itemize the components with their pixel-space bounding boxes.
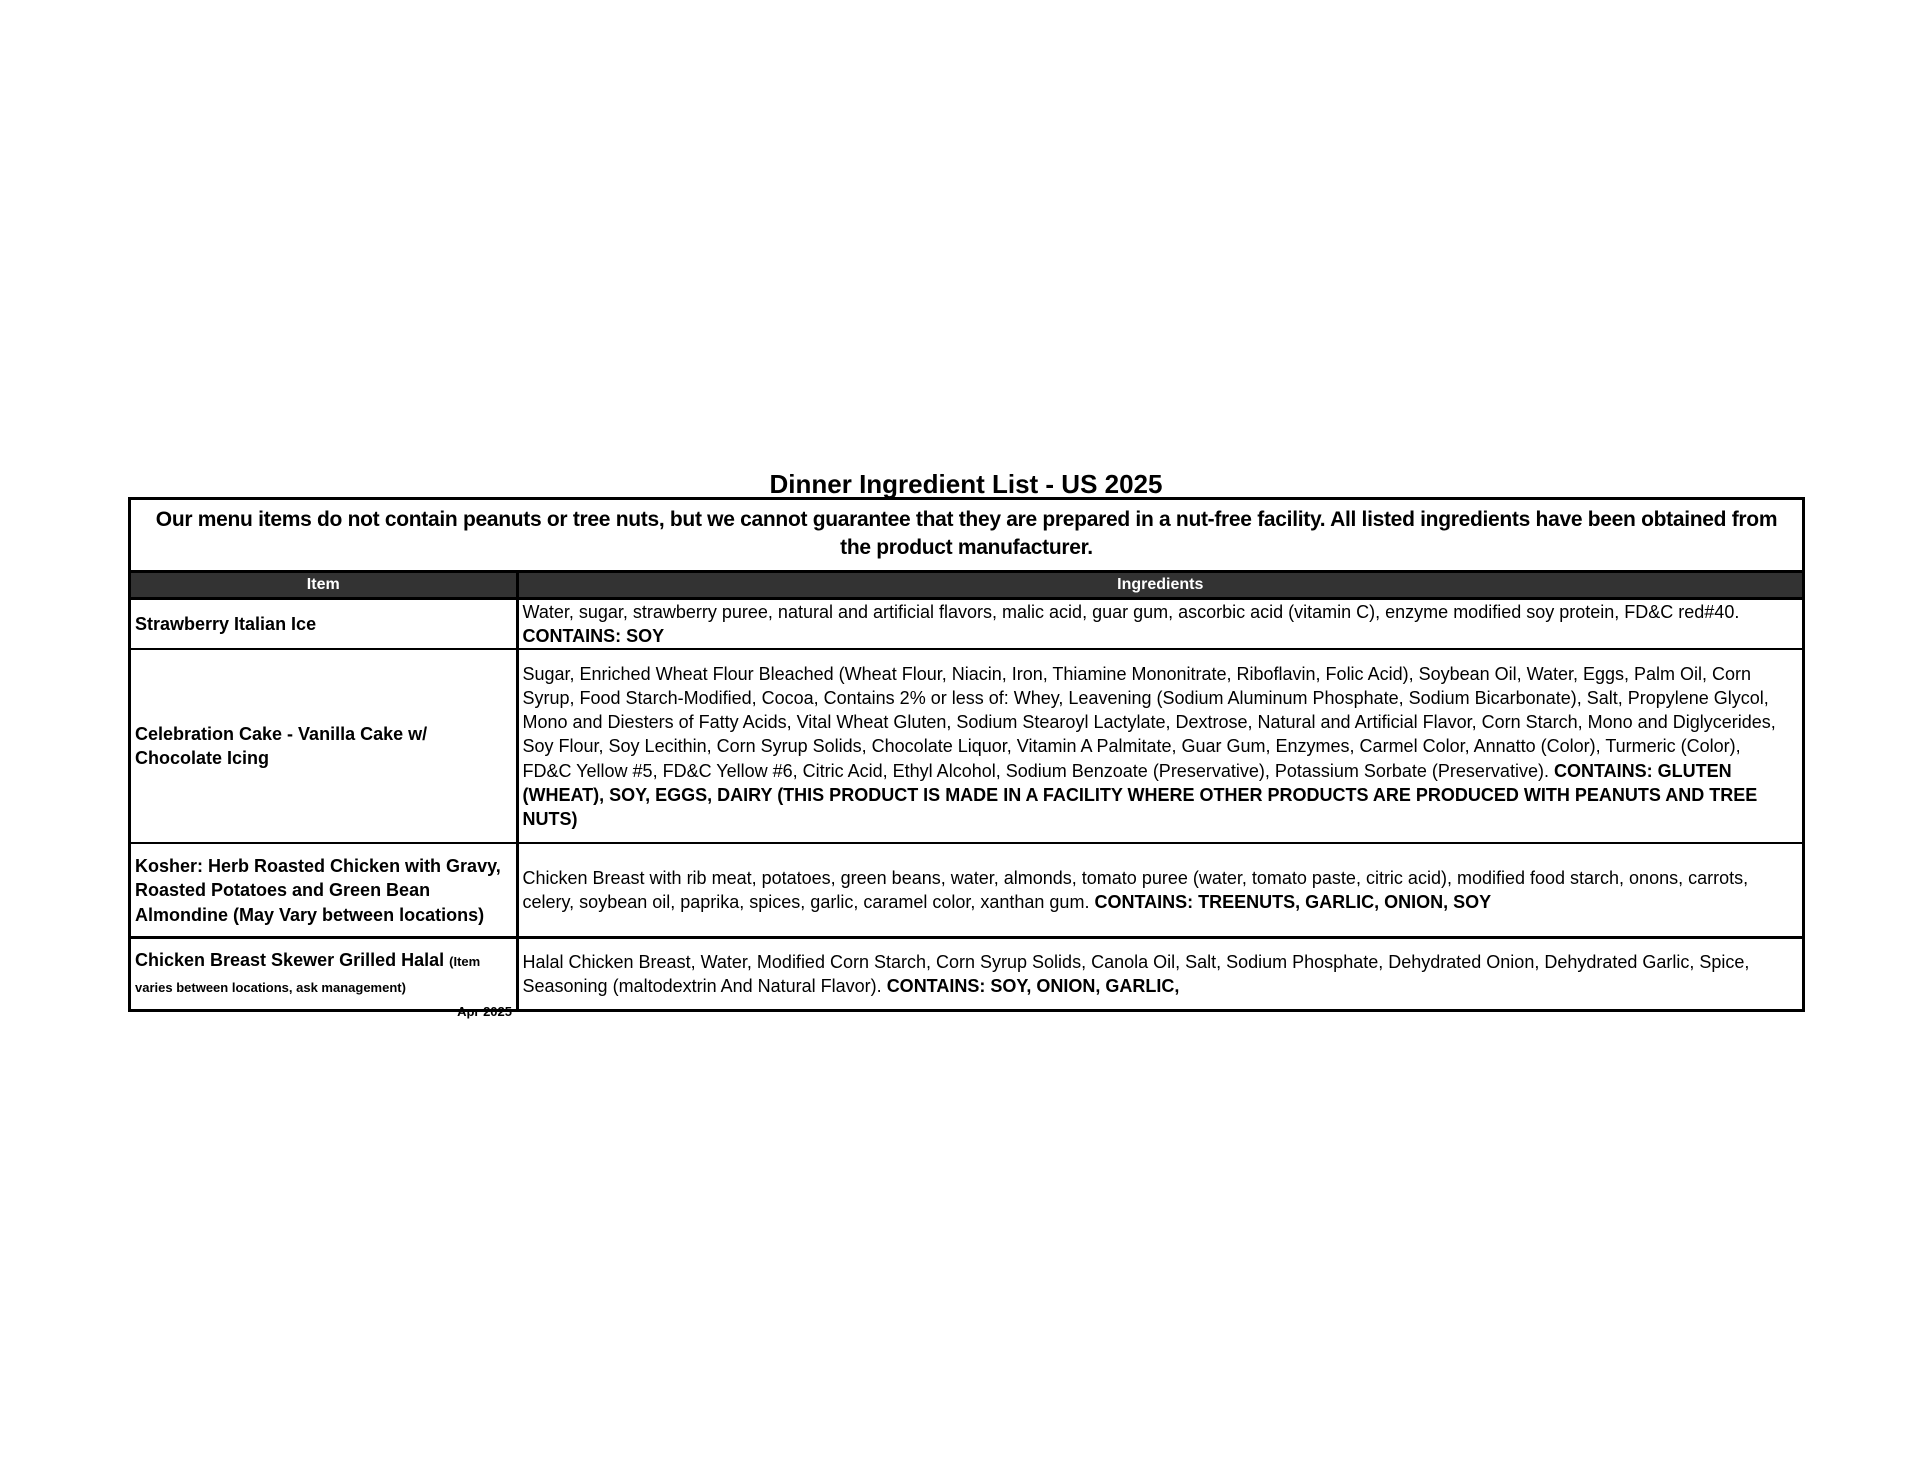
ingredients-text: Water, sugar, strawberry puree, natural and artificial flavors, malic acid, guar gum, ascorbic acid (vitamin C), enzyme modified soy protein, FD&C red#40. (522, 602, 1755, 622)
item-note: (Item varies between locations, ask management) (135, 954, 481, 996)
item-cell (131, 938, 517, 1010)
allergen-contains: CONTAINS: TREENUTS, GARLIC, ONION, SOY (1094, 892, 1492, 913)
ingredients-text: Halal Chicken Breast, Water, Modified Corn Starch, Corn Syrup Solids, Canola Oil, Salt, Sodium Phosphate, Dehydrated Onion, Dehydrated Garlic, Spice, Seasoning (maltodextrin And Natural Flavor). (522, 952, 1750, 997)
ingredient-table (131, 570, 1802, 1009)
ingredients-cell (517, 649, 1802, 843)
table-row (131, 599, 1802, 650)
allergen-contains: CONTAINS: SOY (522, 626, 665, 647)
allergen-contains: CONTAINS: SOY, ONION, GARLIC, (886, 976, 1180, 997)
table-row (131, 649, 1802, 843)
page-title: Dinner Ingredient List - US 2025 (769, 469, 1163, 499)
nut-disclaimer-text: Our menu items do not contain peanuts or tree nuts, but we cannot guarantee that they are prepared in a nut-free facility. All listed ingredients have been obtained from the product manufacturer. (155, 508, 1778, 559)
table-row (131, 938, 1802, 1010)
table-header-row (131, 572, 1802, 599)
ingredients-text: Chicken Breast with rib meat, potatoes, green beans, water, almonds, tomato puree (water, tomato paste, citric acid), modified food starch, onons, carrots, celery, soybean oil, paprika, spices, garlic, caramel color, xanthan gum. (522, 868, 1749, 913)
revision-date: Apr 2025 (457, 1004, 512, 1019)
nut-disclaimer (131, 500, 1802, 570)
ingredients-cell (517, 938, 1802, 1010)
ingredients-cell (517, 599, 1802, 650)
item-name: Celebration Cake - Vanilla Cake w/ Chocolate Icing (135, 724, 428, 769)
table-row (131, 843, 1802, 938)
item-cell (131, 599, 517, 650)
ingredient-sheet (128, 497, 1805, 1012)
column-header-ingredients: Ingredients (517, 572, 1802, 599)
item-name: Strawberry Italian Ice (135, 614, 317, 635)
item-name: Chicken Breast Skewer Grilled Halal (135, 950, 450, 971)
item-cell (131, 649, 517, 843)
item-name: Kosher: Herb Roasted Chicken with Gravy, Roasted Potatoes and Green Bean Almondine (May Vary between locations) (135, 856, 501, 925)
ingredients-text: Sugar, Enriched Wheat Flour Bleached (Wheat Flour, Niacin, Iron, Thiamine Mononitrate, Riboflavin, Folic Acid), Soybean Oil, Water, Eggs, Palm Oil, Corn Syrup, Food Starch-Modified, Cocoa, Contains 2% or less of: Whey, Leavening (Sodium Aluminum Phosphate, Sodium Bicarbonate), Salt, Propylene Glycol, Mono and Diesters of Fatty Acids, Vital Wheat Gluten, Sodium Stearoyl Lactylate, Dextrose, Natural and Artificial Flavor, Corn Starch, Mono and Diglycerides, Soy Flour, Soy Lecithin, Corn Syrup Solids, Chocolate Liquor, Vitamin A Palmitate, Guar Gum, Enzymes, Carmel Color, Annatto (Color), Turmeric (Color), FD&C Yellow #5, FD&C Yellow #6, Citric Acid, Ethyl Alcohol, Sodium Benzoate (Preservative), Potassium Sorbate (Preservative). (522, 663, 1776, 781)
column-header-item: Item (131, 572, 517, 599)
ingredients-cell (517, 843, 1802, 938)
allergen-contains: CONTAINS: GLUTEN (WHEAT), SOY, EGGS, DAIRY (THIS PRODUCT IS MADE IN A FACILITY WHERE OTHER PRODUCTS ARE PRODUCED WITH PEANUTS AND TREE NUTS) (522, 760, 1758, 829)
item-cell (131, 843, 517, 938)
